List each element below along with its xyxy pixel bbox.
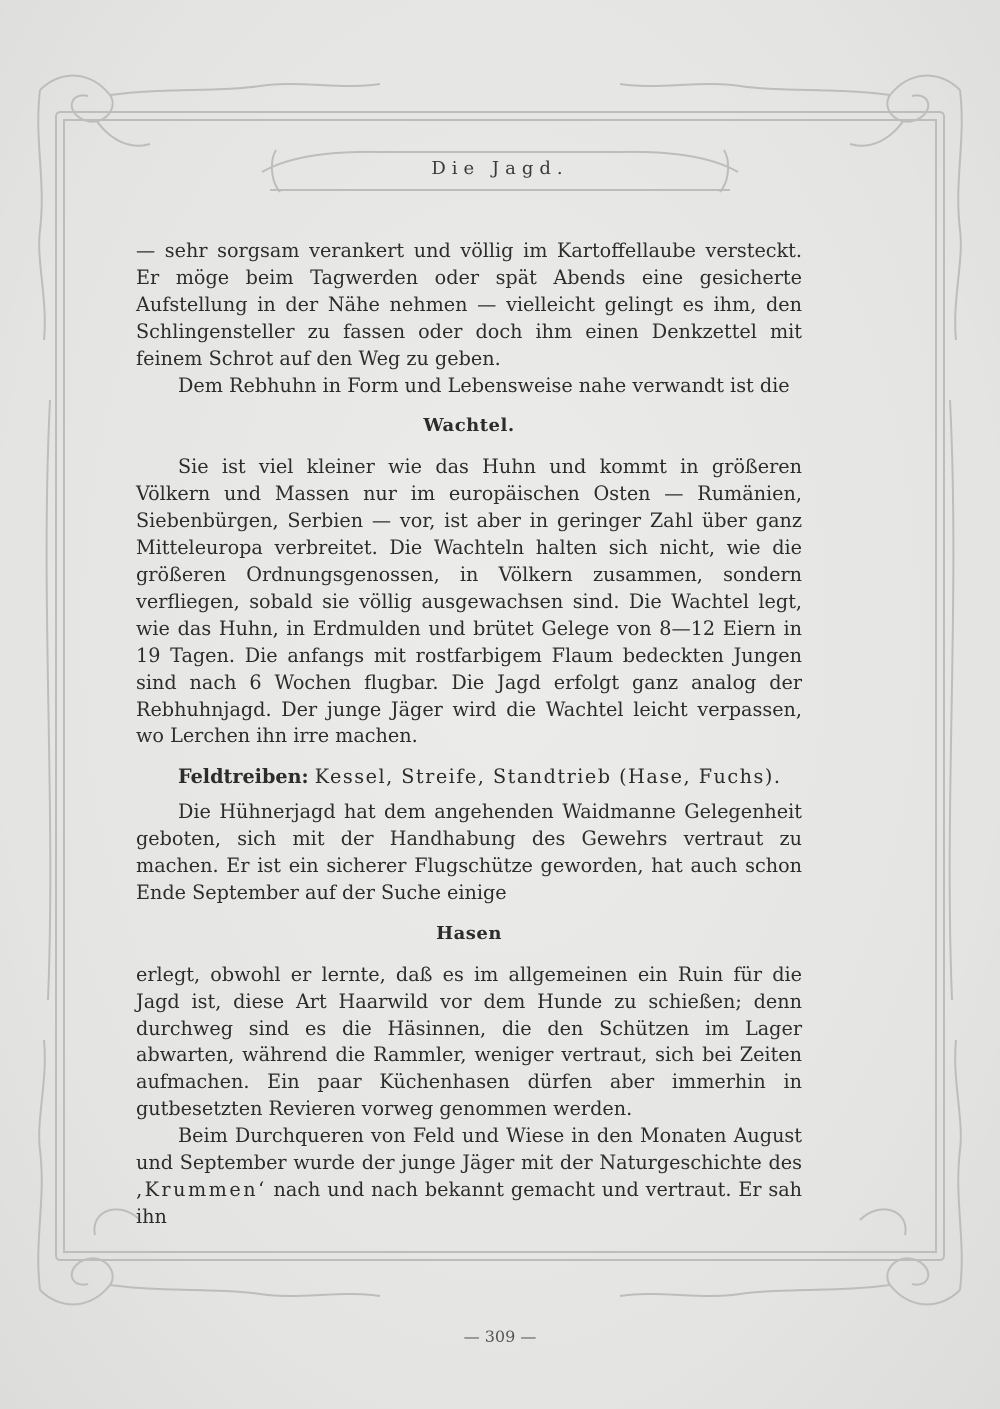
spacer xyxy=(136,750,802,764)
paragraph-5: erlegt, obwohl er lernte, daß es im allgemeinen ein Ruin für die Jagd ist, diese Art Haarwild vor dem Hunde zu schießen; denn durchweg sind es die Häsinnen, die den Schützen im Lager abwarten, während die Rammler, weniger vertraut, sich bei Zeiten aufmachen. Ein paar Küchenhasen dürfen aber immerhin in gutbesetzten Revieren vorweg genommen werden. xyxy=(136,962,802,1121)
paragraph-4: Die Hühnerjagd hat dem angehenden Waidmanne Gelegenheit geboten, sich mit der Handhabung des Gewehrs vertraut zu machen. Er ist ein sicherer Flugschütze geworden, hat auch schon Ende September auf der Suche einige xyxy=(136,800,802,904)
feldtreiben-subtitle: Kessel, Streife, Standtrieb (Hase, Fuchs). xyxy=(314,765,782,789)
paragraph-3: Sie ist viel kleiner wie das Huhn und kommt in größeren Völkern und Massen nur im europäischen Osten — Rumänien, Siebenbürgen, Serbien — vor, ist aber in geringer Zahl über ganz Mitteleuropa verbreitet. Die Wachteln halten sich nicht, wie die größeren Ordnungsgenossen, in Völkern zusammen, sondern verfliegen, sobald sie völlig ausgewachsen sind. Die Wachtel legt, wie das Huhn, in Erdmulden und brütet Gelege von 8—12 Eiern in 19 Tagen. Die anfangs mit rostfarbigem Flaum bedeckten Jungen sind nach 6 Wochen flugbar. Die Jagd erfolgt ganz analog der Rebhuhnjagd. Der junge Jäger wird die Wachtel leicht verpassen, wo Lerchen ihn irre machen. xyxy=(136,455,802,748)
running-header: Die Jagd. xyxy=(431,158,569,179)
paragraph-2: Dem Rebhuhn in Form und Lebensweise nahe verwandt ist die xyxy=(178,373,790,397)
paragraph-6-part-a: Beim Durchqueren von Feld und Wiese in den Monaten August und September wurde der junge Jäger mit der Naturgeschichte des xyxy=(136,1124,802,1175)
page-number: — 309 — xyxy=(463,1327,537,1346)
paragraph-6-krummen: ‚Krummen‘ xyxy=(136,1178,267,1201)
paragraph-6 xyxy=(136,1123,802,1231)
section-heading-wachtel: Wachtel. xyxy=(423,415,515,437)
spacer xyxy=(136,791,802,799)
body-text xyxy=(136,238,802,1231)
paragraph-1: — sehr sorgsam verankert und völlig im Kartoffellaube versteckt. Er möge beim Tagwerden oder spät Abends eine gesicherte Aufstellung in der Nähe nehmen — vielleicht gelingt es ihm, den Schlingensteller zu fassen oder doch ihm einen Denkzettel mit feinem Schrot auf den Weg zu geben. xyxy=(136,239,802,370)
section-heading-feldtreiben xyxy=(136,764,802,791)
feldtreiben-lead: Feldtreiben: xyxy=(178,765,309,789)
paragraph-6-part-c: nach und nach bekannt gemacht und vertraut. Er sah ihn xyxy=(136,1178,802,1228)
section-heading-hasen: Hasen xyxy=(436,922,502,944)
